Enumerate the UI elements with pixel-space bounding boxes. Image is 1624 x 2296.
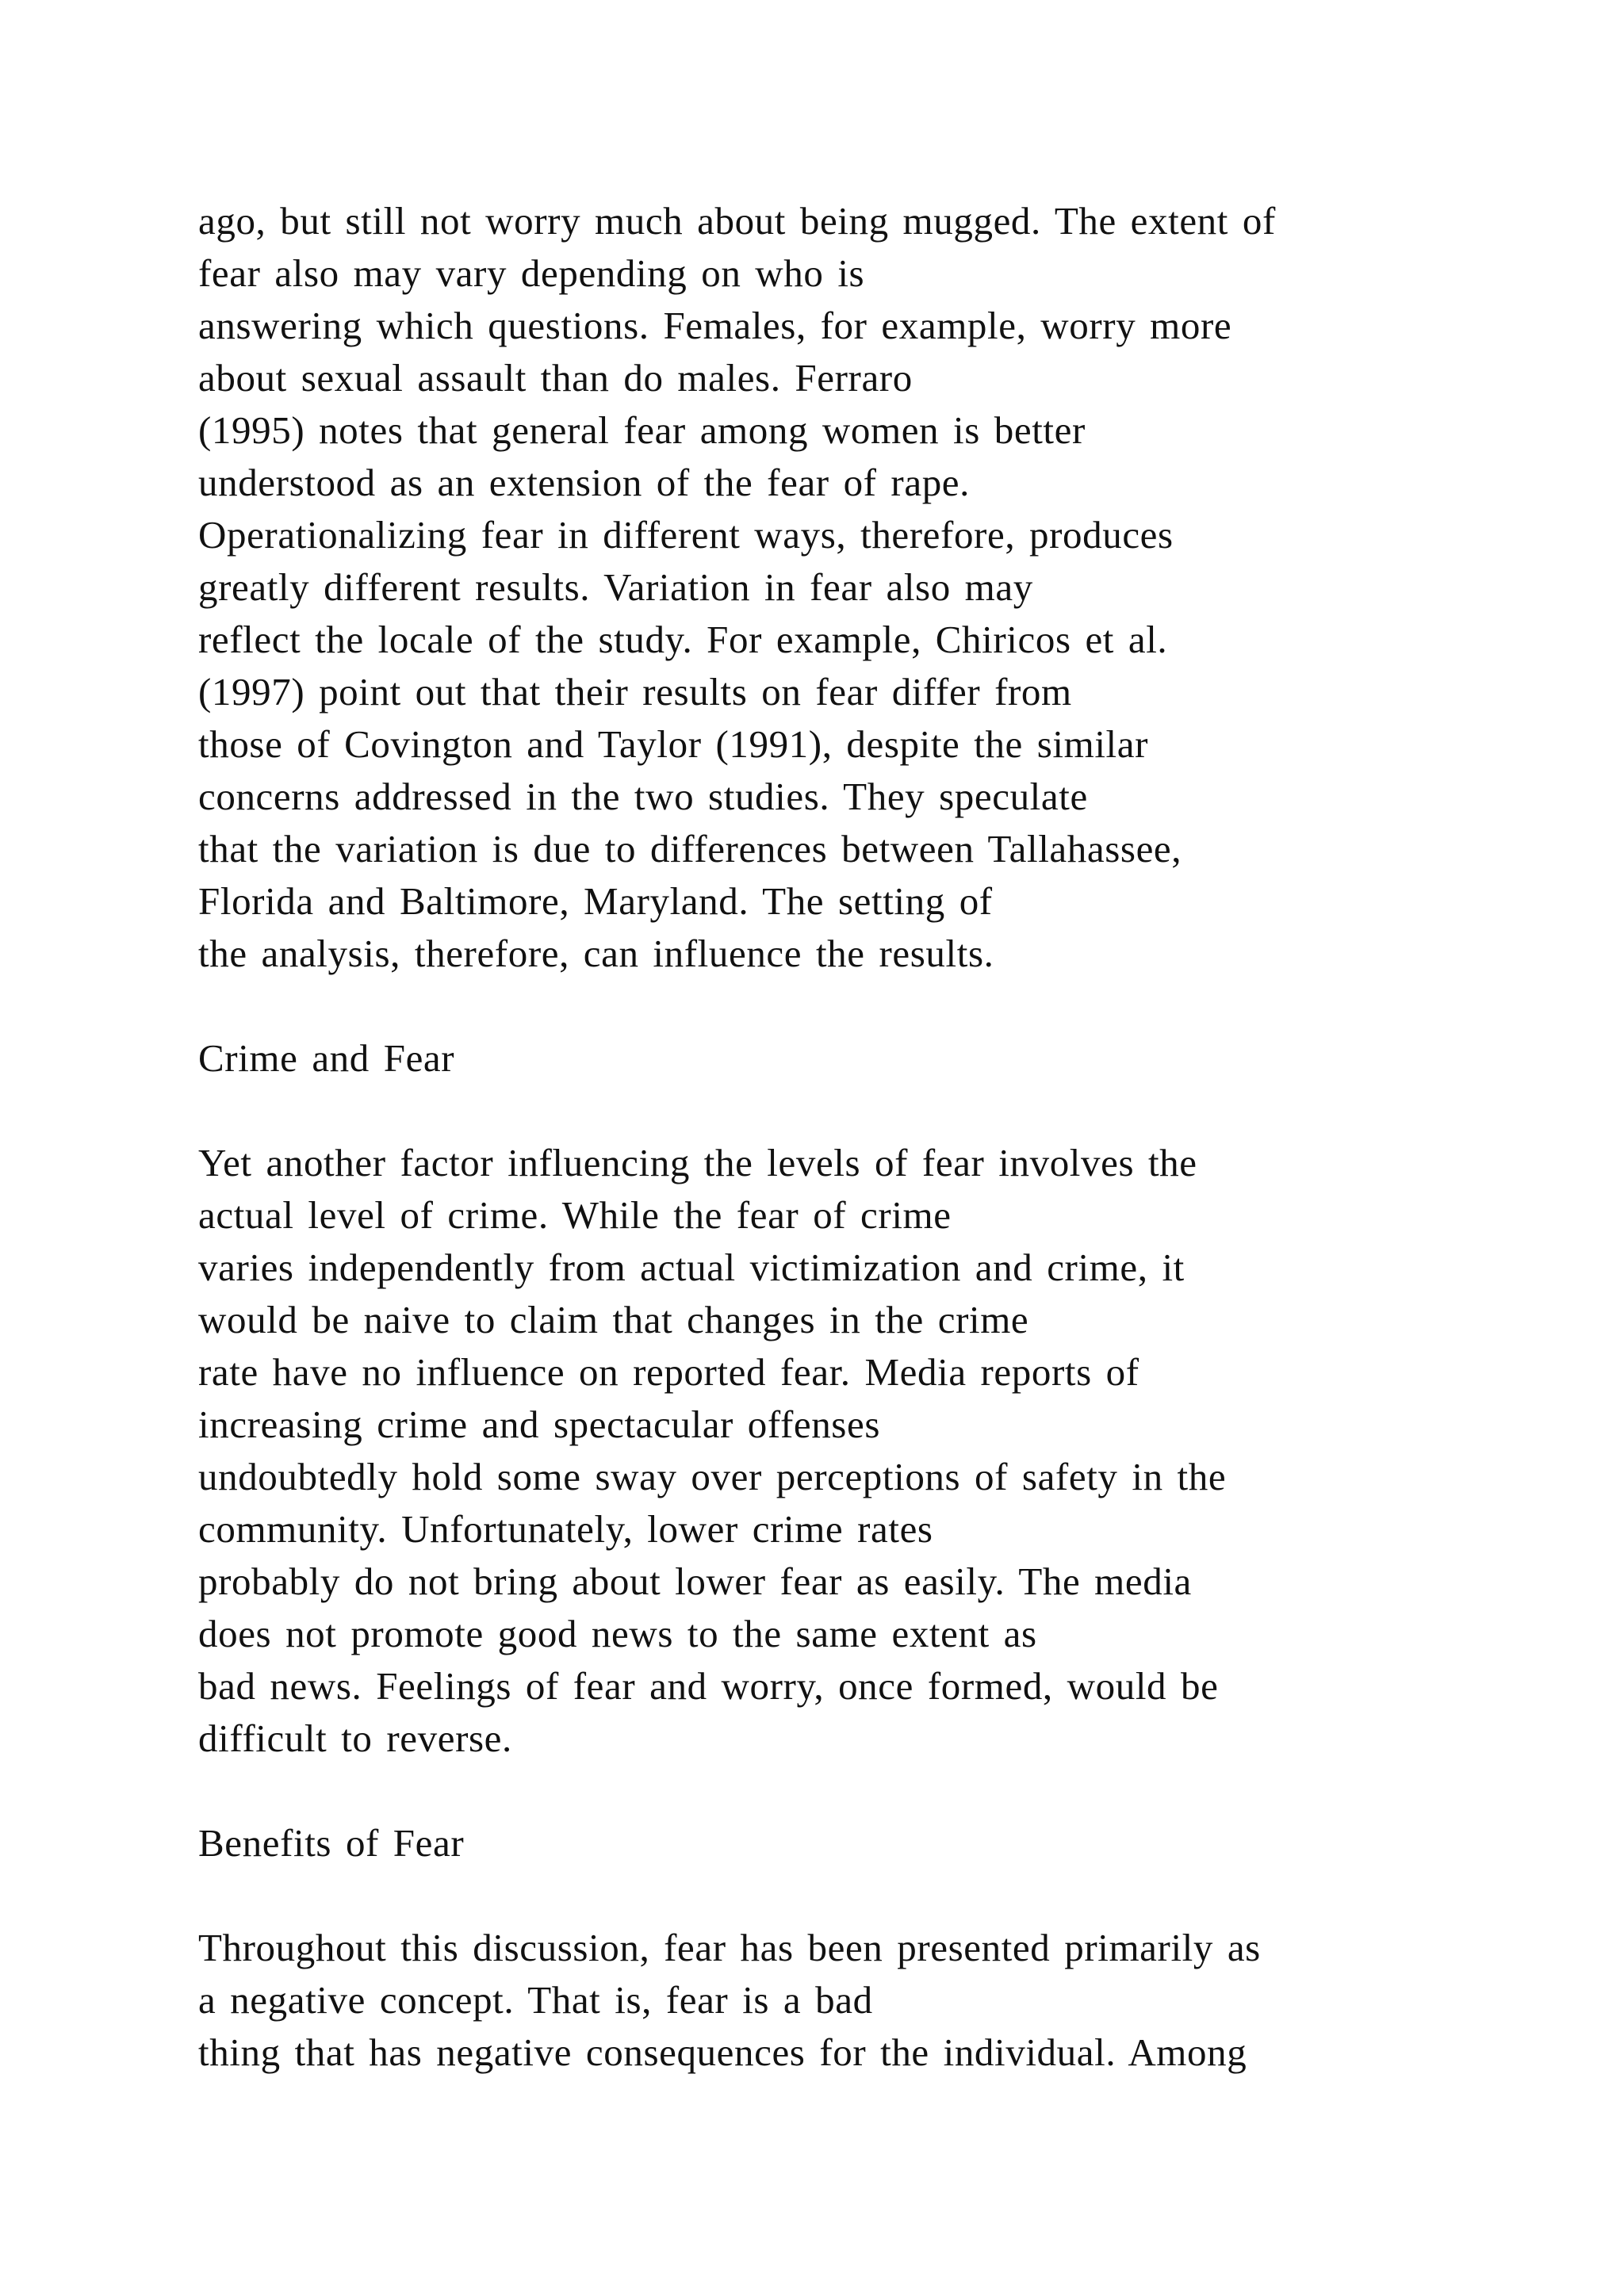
text-line: does not promote good news to the same extent as [198,1612,1037,1655]
text-line: a negative concept. That is, fear is a bad [198,1978,873,2022]
text-line: the analysis, therefore, can influence the results. [198,932,994,975]
text-line: fear also may vary depending on who is [198,251,865,295]
text-line: Yet another factor influencing the levels of fear involves the [198,1141,1197,1184]
document-body [198,195,1530,2079]
text-line: understood as an extension of the fear of rape. [198,461,971,504]
text-line: (1997) point out that their results on fear differ from [198,670,1072,714]
text-line: bad news. Feelings of fear and worry, once formed, would be [198,1664,1219,1708]
text-line: varies independently from actual victimization and crime, it [198,1246,1185,1289]
text-line: Operationalizing fear in different ways, therefore, produces [198,513,1174,557]
paragraph-fear-variation [198,195,1530,980]
paragraph-spacer [198,1085,1530,1137]
text-line: probably do not bring about lower fear as easily. The media [198,1559,1192,1603]
text-line: ago, but still not worry much about being mugged. The extent of [198,199,1276,243]
text-line: about sexual assault than do males. Ferraro [198,356,913,400]
text-line: increasing crime and spectacular offenses [198,1402,880,1446]
section-heading-benefits-of-fear: Benefits of Fear [198,1821,465,1865]
text-line: greatly different results. Variation in fear also may [198,565,1033,609]
text-line: community. Unfortunately, lower crime rates [198,1507,933,1551]
text-line: reflect the locale of the study. For example, Chiricos et al. [198,618,1168,661]
paragraph-spacer [198,1869,1530,1922]
text-line: would be naive to claim that changes in the crime [198,1298,1029,1341]
text-line: rate have no influence on reported fear. Media reports of [198,1350,1139,1394]
text-line: answering which questions. Females, for example, worry more [198,304,1232,347]
text-line: Florida and Baltimore, Maryland. The setting of [198,879,993,923]
text-line: concerns addressed in the two studies. They speculate [198,775,1088,818]
text-line: actual level of crime. While the fear of crime [198,1193,952,1237]
section-heading-crime-and-fear: Crime and Fear [198,1036,455,1080]
paragraph-spacer [198,980,1530,1032]
paragraph-benefits-of-fear [198,1922,1530,2079]
text-line: difficult to reverse. [198,1716,512,1760]
text-line: undoubtedly hold some sway over perceptions of safety in the [198,1455,1227,1498]
text-line: (1995) notes that general fear among women is better [198,408,1086,452]
text-line: Throughout this discussion, fear has been presented primarily as [198,1926,1261,1969]
paragraph-spacer [198,1765,1530,1817]
text-line: thing that has negative consequences for the individual. Among [198,2030,1247,2074]
text-line: that the variation is due to differences between Tallahassee, [198,827,1182,871]
text-line: those of Covington and Taylor (1991), despite the similar [198,722,1149,766]
paragraph-crime-and-fear [198,1137,1530,1765]
